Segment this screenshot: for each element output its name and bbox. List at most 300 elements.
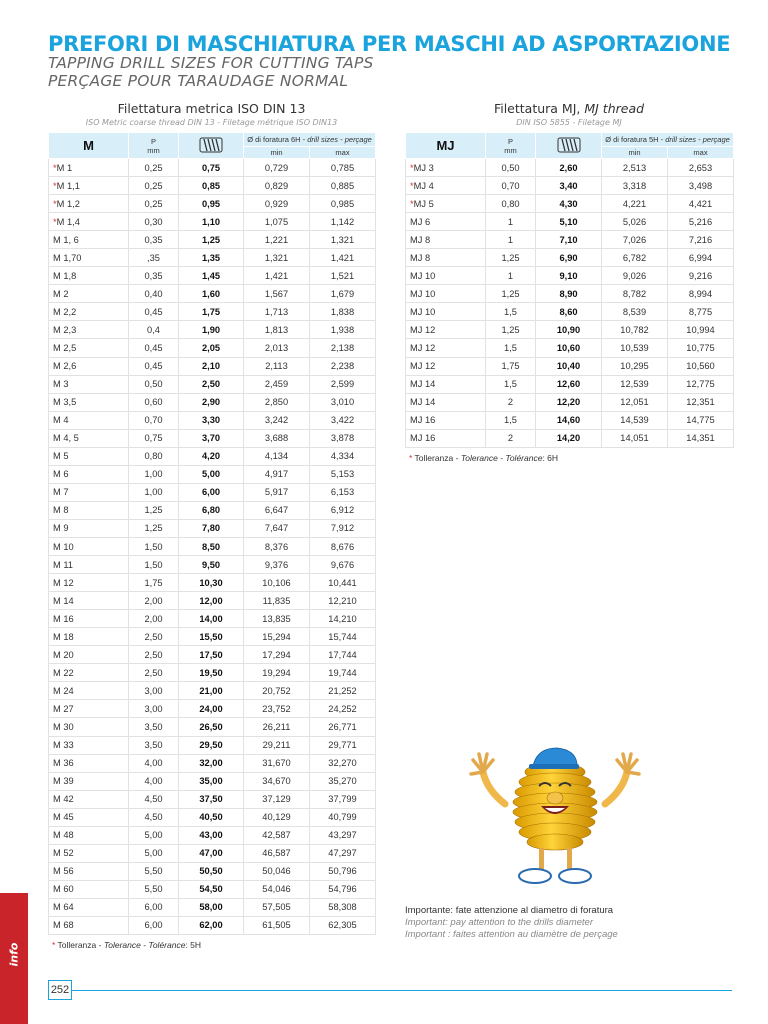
metric-drill-label-italic: drill sizes - perçage <box>307 135 372 144</box>
min-cell: 3,318 <box>602 177 668 195</box>
thread-size: MJ 12 <box>410 342 436 353</box>
thread-size: M 27 <box>53 703 74 714</box>
pitch-cell: 0,25 <box>129 177 179 195</box>
drill-size-cell: 8,60 <box>536 303 602 321</box>
thread-size-cell <box>49 700 129 718</box>
pitch-cell: 3,50 <box>129 718 179 736</box>
pitch-cell: 1,25 <box>129 501 179 519</box>
max-cell: 15,744 <box>310 628 376 646</box>
thread-size: MJ 10 <box>410 270 436 281</box>
pitch-cell: 4,50 <box>129 808 179 826</box>
thread-size: M 1,2 <box>56 198 80 209</box>
max-cell: 3,422 <box>310 411 376 429</box>
thread-size-cell <box>49 177 129 195</box>
pitch-cell: 0,35 <box>129 267 179 285</box>
thread-size: M 2,5 <box>53 342 77 353</box>
pitch-cell: 1,25 <box>486 285 536 303</box>
table-row <box>49 483 376 501</box>
max-cell: 9,216 <box>668 267 734 285</box>
table-row <box>406 285 734 303</box>
max-cell: 2,238 <box>310 357 376 375</box>
thread-size: M 52 <box>53 848 74 859</box>
thread-size-cell <box>406 429 486 447</box>
thread-size: M 2,3 <box>53 324 77 335</box>
thread-size: MJ 12 <box>410 324 436 335</box>
pitch-cell: 1,75 <box>486 357 536 375</box>
thread-size-cell <box>406 213 486 231</box>
thread-size-cell <box>406 249 486 267</box>
max-cell: 0,885 <box>310 177 376 195</box>
mj-col-pitch-label: P <box>507 136 513 146</box>
drill-size-cell: 9,10 <box>536 267 602 285</box>
drill-size-cell: 2,05 <box>179 339 244 357</box>
thread-size-cell <box>49 826 129 844</box>
max-cell: 47,297 <box>310 844 376 862</box>
pitch-cell: 2 <box>486 429 536 447</box>
table-row <box>49 880 376 898</box>
drill-size-cell: 5,00 <box>179 465 244 483</box>
table-row <box>49 772 376 790</box>
note-value: : 6H <box>542 453 559 463</box>
thread-size-cell <box>49 610 129 628</box>
metric-col-drill-sizes <box>244 133 376 147</box>
thread-size: M 7 <box>53 487 69 498</box>
thread-size: MJ 12 <box>410 361 436 372</box>
thread-size-cell <box>406 303 486 321</box>
pitch-cell: 4,00 <box>129 754 179 772</box>
drill-size-cell: 29,50 <box>179 736 244 754</box>
max-cell: 7,216 <box>668 231 734 249</box>
max-cell: 12,775 <box>668 375 734 393</box>
thread-size-cell <box>49 357 129 375</box>
max-cell: 0,985 <box>310 195 376 213</box>
thread-size-cell <box>49 195 129 213</box>
drill-size-cell: 35,00 <box>179 772 244 790</box>
min-cell: 6,647 <box>244 501 310 519</box>
thread-size-cell <box>49 159 129 177</box>
pitch-cell: 6,00 <box>129 916 179 934</box>
pitch-cell: 0,45 <box>129 339 179 357</box>
metric-col-thread: M <box>49 133 129 159</box>
drill-size-cell: 21,00 <box>179 682 244 700</box>
pitch-cell: 1,75 <box>129 574 179 592</box>
pitch-cell: 1,5 <box>486 375 536 393</box>
pitch-cell: 5,50 <box>129 862 179 880</box>
thread-size-cell <box>49 646 129 664</box>
thread-size-cell <box>49 844 129 862</box>
thread-size-cell <box>49 411 129 429</box>
min-cell: 34,670 <box>244 772 310 790</box>
drill-size-cell: 26,50 <box>179 718 244 736</box>
star-marker: * <box>53 162 57 173</box>
pitch-cell: 5,50 <box>129 880 179 898</box>
max-cell: 3,878 <box>310 429 376 447</box>
pitch-cell: 2 <box>486 393 536 411</box>
min-cell: 4,917 <box>244 465 310 483</box>
table-row <box>406 267 734 285</box>
pitch-cell: 1,5 <box>486 411 536 429</box>
table-row <box>49 664 376 682</box>
drill-size-cell: 6,90 <box>536 249 602 267</box>
mj-col-drill <box>536 133 602 159</box>
thread-size-cell <box>49 808 129 826</box>
table-row <box>49 646 376 664</box>
min-cell: 14,051 <box>602 429 668 447</box>
max-cell: 9,676 <box>310 556 376 574</box>
min-cell: 1,813 <box>244 321 310 339</box>
drill-size-cell: 10,90 <box>536 321 602 339</box>
metric-drill-label: Ø di foratura 6H - <box>247 135 308 144</box>
drill-size-cell: 14,00 <box>179 610 244 628</box>
table-row <box>49 267 376 285</box>
thread-size-cell <box>49 537 129 555</box>
max-cell: 0,785 <box>310 159 376 177</box>
star-marker: * <box>410 162 414 173</box>
thread-size: M 4, 5 <box>53 433 79 444</box>
drill-size-cell: 32,00 <box>179 754 244 772</box>
min-cell: 40,129 <box>244 808 310 826</box>
min-cell: 19,294 <box>244 664 310 682</box>
thread-size-cell <box>49 754 129 772</box>
info-side-tab <box>0 893 28 1024</box>
pitch-cell: 2,50 <box>129 664 179 682</box>
thread-size: MJ 16 <box>410 433 436 444</box>
thread-size: MJ 3 <box>413 162 434 173</box>
max-cell: 2,599 <box>310 375 376 393</box>
min-cell: 20,752 <box>244 682 310 700</box>
min-cell: 42,587 <box>244 826 310 844</box>
thread-size-cell <box>406 159 486 177</box>
table-row <box>49 465 376 483</box>
table-row <box>49 429 376 447</box>
pitch-cell: ,35 <box>129 249 179 267</box>
max-cell: 50,796 <box>310 862 376 880</box>
info-label: info <box>7 942 21 967</box>
tap-mascot-illustration <box>465 742 645 890</box>
pitch-cell: 0,50 <box>129 375 179 393</box>
pitch-cell: 1,25 <box>486 249 536 267</box>
pitch-cell: 0,50 <box>486 159 536 177</box>
thread-size-cell <box>406 375 486 393</box>
max-cell: 7,912 <box>310 519 376 537</box>
pitch-cell: 6,00 <box>129 898 179 916</box>
min-cell: 46,587 <box>244 844 310 862</box>
min-cell: 12,539 <box>602 375 668 393</box>
pitch-cell: 1,50 <box>129 556 179 574</box>
mj-section-heading <box>405 101 733 127</box>
metric-col-drill <box>179 133 244 159</box>
thread-size-cell <box>49 898 129 916</box>
note-value: : 5H <box>185 940 202 950</box>
thread-size: MJ 8 <box>410 252 431 263</box>
note-fr: Tolérance <box>148 940 186 950</box>
max-cell: 3,010 <box>310 393 376 411</box>
thread-size-cell <box>406 177 486 195</box>
pitch-cell: 1,00 <box>129 483 179 501</box>
star-marker: * <box>53 198 57 209</box>
max-cell: 3,498 <box>668 177 734 195</box>
table-row <box>49 357 376 375</box>
thread-size: M 11 <box>53 559 73 570</box>
max-cell: 1,679 <box>310 285 376 303</box>
drill-size-cell: 10,40 <box>536 357 602 375</box>
thread-size-cell <box>49 718 129 736</box>
drill-size-cell: 14,20 <box>536 429 602 447</box>
min-cell: 50,046 <box>244 862 310 880</box>
table-row <box>406 321 734 339</box>
max-cell: 19,744 <box>310 664 376 682</box>
thread-size: MJ 16 <box>410 415 436 426</box>
thread-size-cell <box>49 303 129 321</box>
mj-drill-label: Ø di foratura 5H - <box>605 135 666 144</box>
table-row <box>49 519 376 537</box>
drill-size-cell: 3,40 <box>536 177 602 195</box>
thread-size-cell <box>49 483 129 501</box>
thread-size: M 56 <box>53 866 74 877</box>
thread-size-cell <box>49 393 129 411</box>
drill-size-cell: 1,90 <box>179 321 244 339</box>
pitch-cell: 1 <box>486 267 536 285</box>
drill-size-cell: 0,85 <box>179 177 244 195</box>
min-cell: 5,026 <box>602 213 668 231</box>
max-cell: 1,521 <box>310 267 376 285</box>
thread-size: M 4 <box>53 415 69 426</box>
max-cell: 8,775 <box>668 303 734 321</box>
thread-size: M 33 <box>53 740 74 751</box>
max-cell: 2,653 <box>668 159 734 177</box>
drill-bit-icon <box>199 135 223 155</box>
table-row <box>406 303 734 321</box>
mj-table-header <box>406 133 734 147</box>
min-cell: 23,752 <box>244 700 310 718</box>
drill-size-cell: 2,50 <box>179 375 244 393</box>
max-cell: 21,252 <box>310 682 376 700</box>
mj-col-drill-sizes <box>602 133 734 147</box>
mj-thread-table <box>405 132 734 448</box>
thread-size-cell <box>49 574 129 592</box>
metric-heading: Filettatura metrica ISO DIN 13 <box>117 101 306 116</box>
mj-heading <box>405 101 733 116</box>
note-en: Tolerance <box>460 453 498 463</box>
thread-size: MJ 5 <box>413 198 434 209</box>
drill-size-cell: 37,50 <box>179 790 244 808</box>
drill-size-cell: 6,80 <box>179 501 244 519</box>
pitch-cell: 0,25 <box>129 159 179 177</box>
metric-section-heading <box>48 101 375 127</box>
max-cell: 1,421 <box>310 249 376 267</box>
thread-size: M 6 <box>53 469 69 480</box>
metric-subheading: ISO Metric coarse thread DIN 13 - Filetage métrique ISO DIN13 <box>85 118 338 127</box>
thread-size: MJ 4 <box>413 180 434 191</box>
table-row <box>49 736 376 754</box>
pitch-cell: 1,50 <box>129 537 179 555</box>
note-label: Tolleranza - <box>55 940 104 950</box>
drill-size-cell: 40,50 <box>179 808 244 826</box>
min-cell: 10,539 <box>602 339 668 357</box>
table-row <box>49 537 376 555</box>
min-cell: 2,013 <box>244 339 310 357</box>
min-cell: 29,211 <box>244 736 310 754</box>
thread-size-cell <box>49 862 129 880</box>
pitch-cell: 2,00 <box>129 610 179 628</box>
table-row <box>49 447 376 465</box>
thread-size: M 39 <box>53 776 74 787</box>
drill-size-cell: 2,60 <box>536 159 602 177</box>
table-row <box>406 357 734 375</box>
drill-size-cell: 5,10 <box>536 213 602 231</box>
pitch-cell: 2,00 <box>129 592 179 610</box>
min-cell: 10,782 <box>602 321 668 339</box>
table-row <box>406 249 734 267</box>
drill-size-cell: 7,80 <box>179 519 244 537</box>
min-cell: 1,421 <box>244 267 310 285</box>
table-row <box>406 159 734 177</box>
thread-size: M 2,2 <box>53 306 77 317</box>
thread-size-cell <box>49 916 129 934</box>
table-row <box>49 790 376 808</box>
max-cell: 1,838 <box>310 303 376 321</box>
min-cell: 1,221 <box>244 231 310 249</box>
thread-size: MJ 8 <box>410 234 431 245</box>
thread-size: M 18 <box>53 631 74 642</box>
star-marker: * <box>53 180 57 191</box>
thread-size: M 10 <box>53 541 74 552</box>
table-row <box>49 285 376 303</box>
thread-size: M 60 <box>53 884 74 895</box>
max-cell: 1,938 <box>310 321 376 339</box>
drill-size-cell: 1,75 <box>179 303 244 321</box>
thread-size: MJ 14 <box>410 397 436 408</box>
drill-size-cell: 12,60 <box>536 375 602 393</box>
drill-size-cell: 9,50 <box>179 556 244 574</box>
pitch-cell: 0,30 <box>129 213 179 231</box>
table-row <box>49 916 376 934</box>
thread-size-cell <box>49 465 129 483</box>
pitch-cell: 1,25 <box>486 321 536 339</box>
thread-size-cell <box>49 285 129 303</box>
max-cell: 26,771 <box>310 718 376 736</box>
min-cell: 12,051 <box>602 393 668 411</box>
table-row <box>49 898 376 916</box>
thread-size: M 1,1 <box>56 180 80 191</box>
drill-size-cell: 58,00 <box>179 898 244 916</box>
drill-size-cell: 3,70 <box>179 429 244 447</box>
pitch-cell: 0,35 <box>129 231 179 249</box>
pitch-cell: 1 <box>486 231 536 249</box>
metric-col-pitch-label: P <box>150 136 156 146</box>
thread-size: M 2,6 <box>53 361 77 372</box>
thread-size-cell <box>49 447 129 465</box>
table-row <box>49 862 376 880</box>
thread-size: M 16 <box>53 613 74 624</box>
drill-size-cell: 54,50 <box>179 880 244 898</box>
max-cell: 8,676 <box>310 537 376 555</box>
pitch-cell: 2,50 <box>129 646 179 664</box>
max-cell: 6,912 <box>310 501 376 519</box>
table-row <box>49 411 376 429</box>
pitch-cell: 1,00 <box>129 465 179 483</box>
thread-size-cell <box>49 736 129 754</box>
min-cell: 31,670 <box>244 754 310 772</box>
min-cell: 14,539 <box>602 411 668 429</box>
thread-size-cell <box>49 231 129 249</box>
table-row <box>49 826 376 844</box>
min-cell: 11,835 <box>244 592 310 610</box>
thread-size-cell <box>406 231 486 249</box>
thread-size: M 24 <box>53 685 74 696</box>
thread-size-cell <box>406 267 486 285</box>
max-cell: 35,270 <box>310 772 376 790</box>
table-row <box>49 808 376 826</box>
pitch-cell: 2,50 <box>129 628 179 646</box>
min-cell: 3,688 <box>244 429 310 447</box>
thread-size: M 5 <box>53 451 69 462</box>
max-cell: 10,560 <box>668 357 734 375</box>
min-cell: 2,850 <box>244 393 310 411</box>
table-row <box>49 574 376 592</box>
table-row <box>49 501 376 519</box>
table-row <box>49 844 376 862</box>
note-label: Tolleranza - <box>412 453 461 463</box>
metric-tolerance-note <box>52 940 201 950</box>
page-title: PREFORI DI MASCHIATURA PER MASCHI AD ASPORTAZIONE <box>48 32 731 56</box>
drill-size-cell: 8,50 <box>179 537 244 555</box>
min-cell: 10,295 <box>602 357 668 375</box>
star-marker: * <box>410 180 414 191</box>
min-cell: 0,829 <box>244 177 310 195</box>
table-row <box>406 429 734 447</box>
thread-size: M 1,4 <box>56 216 80 227</box>
thread-size: M 9 <box>53 523 69 534</box>
drill-size-cell: 12,20 <box>536 393 602 411</box>
min-cell: 2,459 <box>244 375 310 393</box>
thread-size: M 1,8 <box>53 270 77 281</box>
drill-size-cell: 8,90 <box>536 285 602 303</box>
thread-size: M 3,5 <box>53 397 77 408</box>
max-cell: 1,142 <box>310 213 376 231</box>
table-row <box>49 195 376 213</box>
pitch-cell: 0,45 <box>129 303 179 321</box>
min-cell: 4,134 <box>244 447 310 465</box>
table-row <box>406 177 734 195</box>
drill-size-cell: 0,95 <box>179 195 244 213</box>
pitch-cell: 0,60 <box>129 393 179 411</box>
drill-size-cell: 6,00 <box>179 483 244 501</box>
pitch-cell: 3,00 <box>129 682 179 700</box>
max-cell: 10,441 <box>310 574 376 592</box>
thread-size: MJ 10 <box>410 288 436 299</box>
thread-size-cell <box>49 321 129 339</box>
drill-size-cell: 19,50 <box>179 664 244 682</box>
star-marker: * <box>410 198 414 209</box>
pitch-cell: 0,80 <box>129 447 179 465</box>
drill-size-cell: 1,60 <box>179 285 244 303</box>
table-row <box>406 411 734 429</box>
metric-table-header <box>49 133 376 147</box>
min-cell: 8,376 <box>244 537 310 555</box>
thread-size: M 45 <box>53 812 74 823</box>
thread-size: M 12 <box>53 577 74 588</box>
pitch-cell: 4,50 <box>129 790 179 808</box>
thread-size: MJ 6 <box>410 216 431 227</box>
drill-size-cell: 4,30 <box>536 195 602 213</box>
pitch-cell: 0,4 <box>129 321 179 339</box>
drill-size-cell: 1,10 <box>179 213 244 231</box>
table-row <box>49 303 376 321</box>
thread-size: M 14 <box>53 595 74 606</box>
mj-col-pitch <box>486 133 536 159</box>
thread-size: M 36 <box>53 758 74 769</box>
